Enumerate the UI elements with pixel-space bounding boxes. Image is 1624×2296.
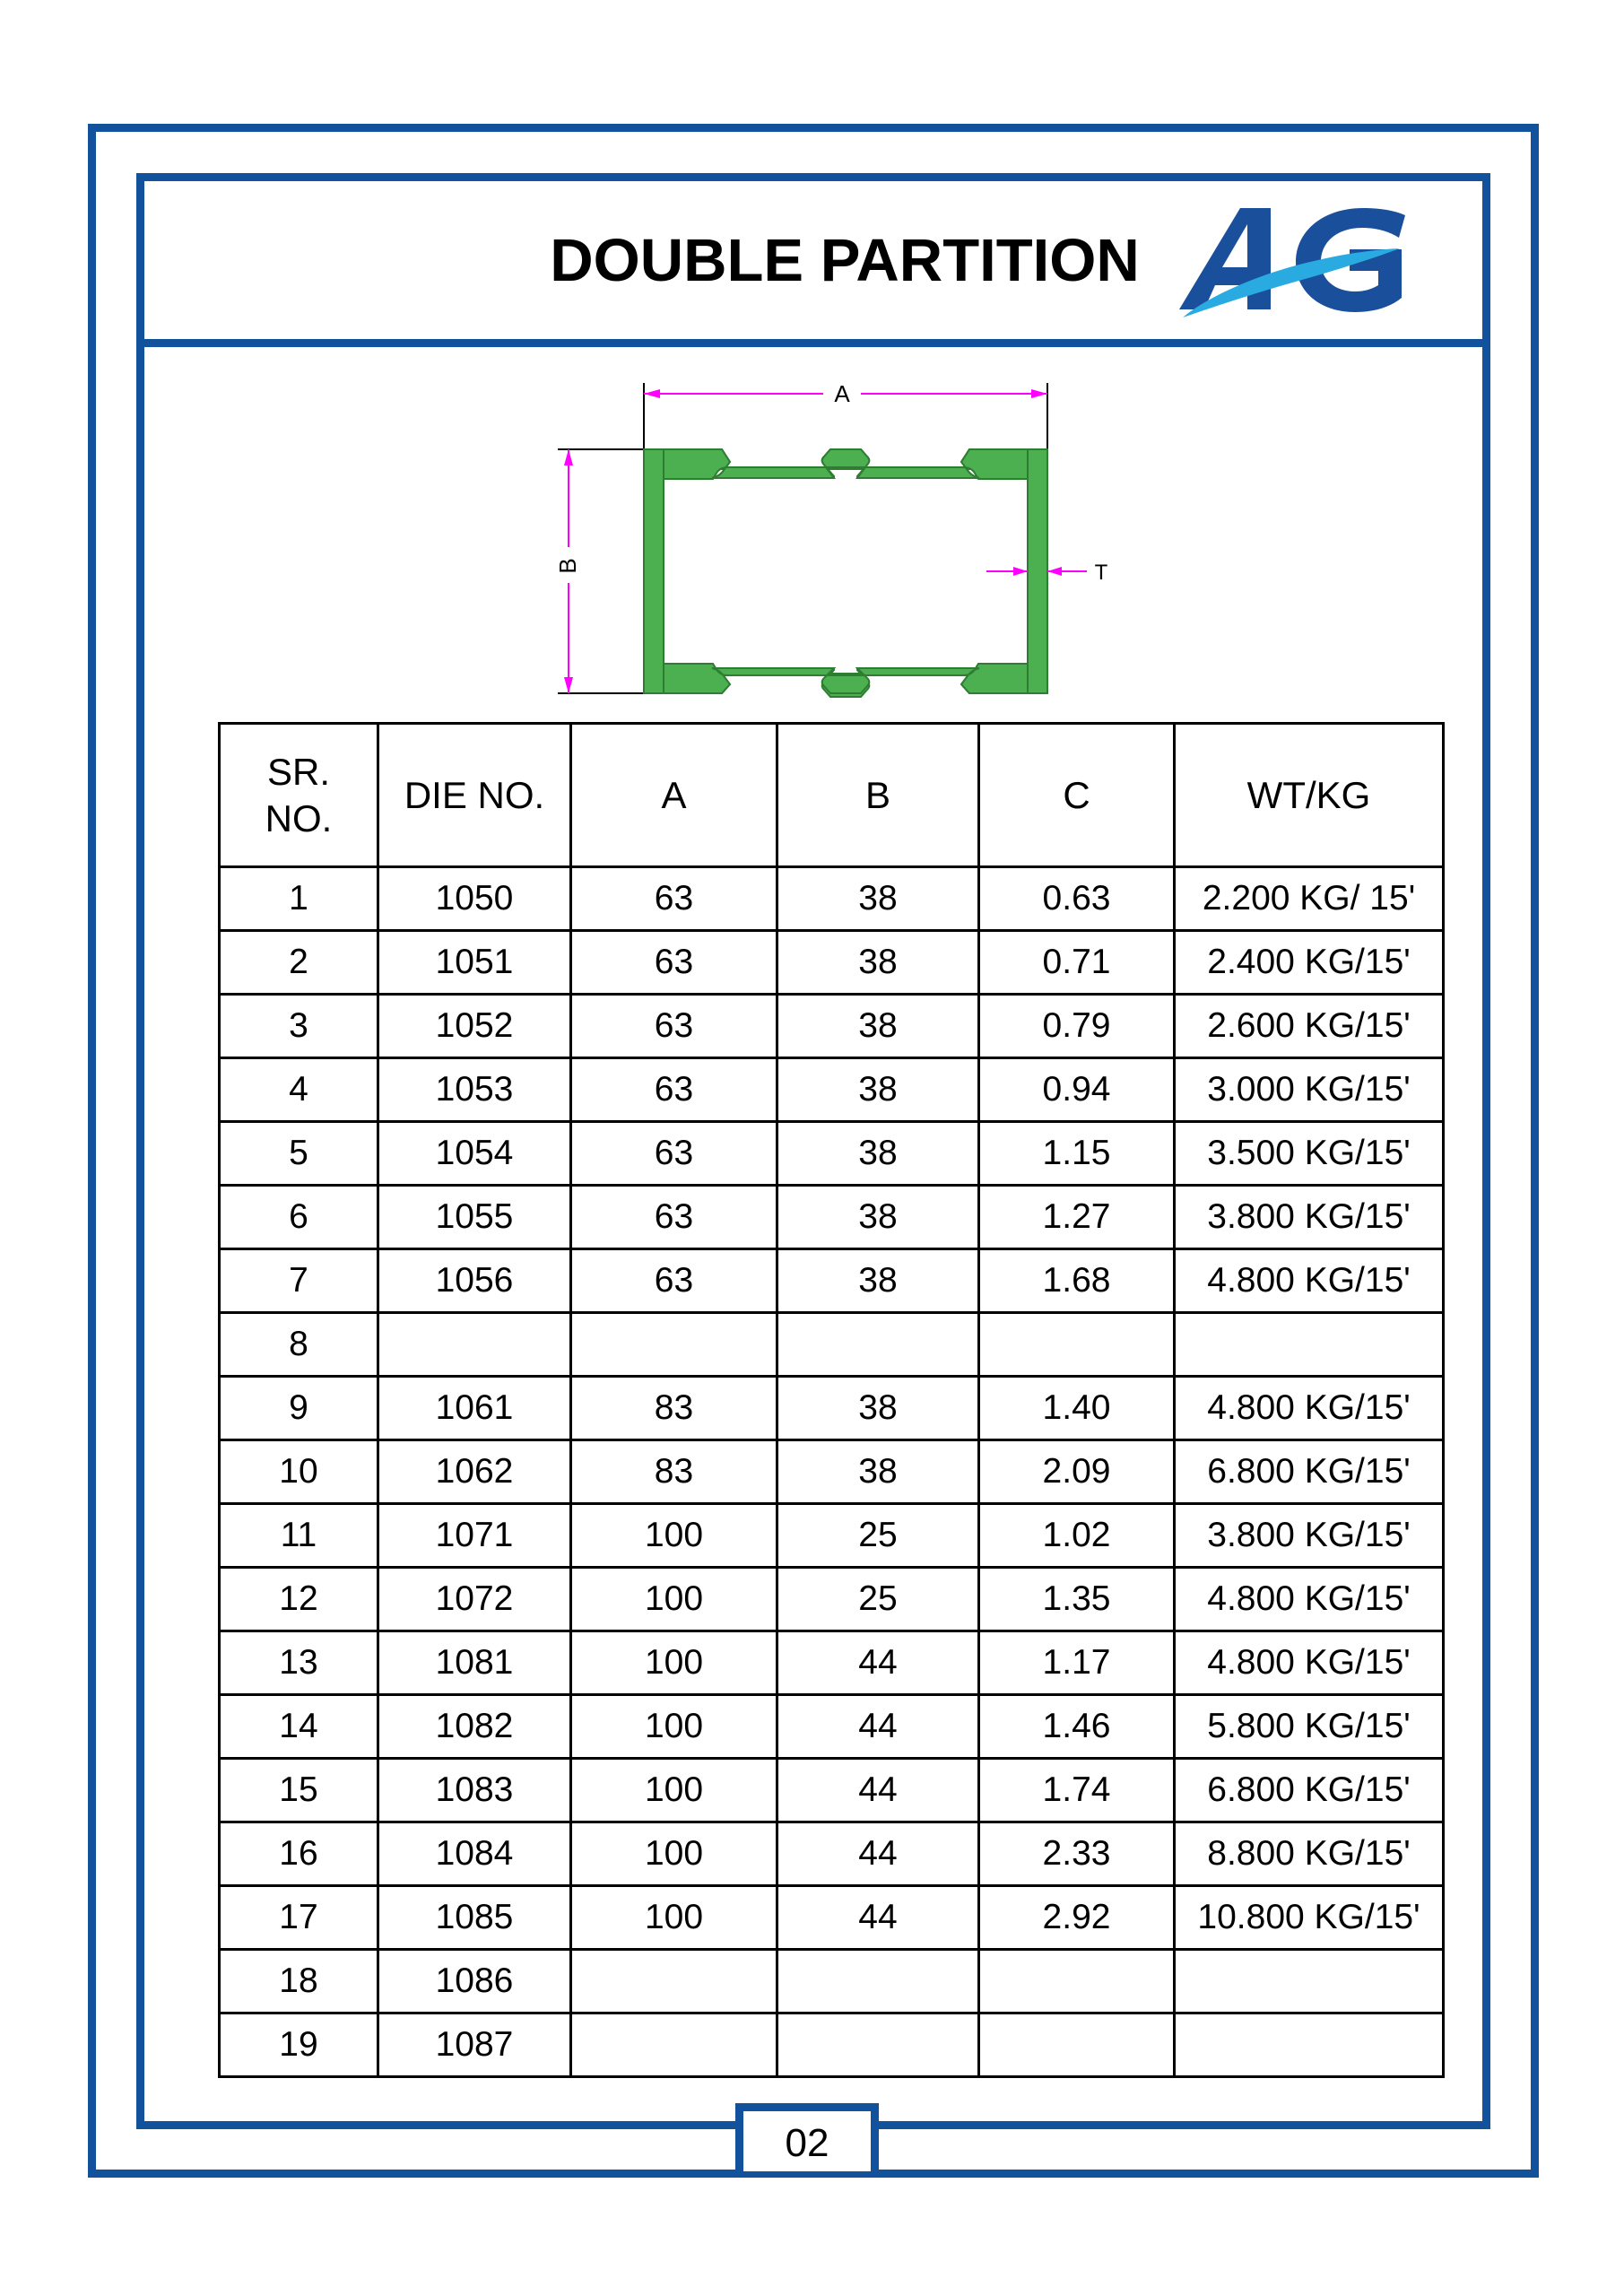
table-header-row [220,724,1444,867]
cell-sr-no: 10 [220,1440,378,1504]
cell-sr-no: 3 [220,995,378,1058]
column-header-die-no: DIE NO. [378,724,571,867]
cell-wt-kg [1175,2013,1444,2077]
cell-b: 38 [777,931,979,995]
cell-sr-no: 11 [220,1504,378,1568]
cell-c: 1.74 [979,1759,1175,1822]
cell-wt-kg: 2.200 KG/ 15' [1175,867,1444,931]
cell-a: 100 [571,1822,777,1886]
cell-b: 38 [777,1249,979,1313]
cell-c: 1.27 [979,1186,1175,1249]
cell-sr-no: 16 [220,1822,378,1886]
cell-die-no: 1053 [378,1058,571,1122]
table-row [220,2013,1444,2077]
cell-sr-no: 19 [220,2013,378,2077]
cell-a: 63 [571,867,777,931]
cell-c: 1.35 [979,1568,1175,1631]
column-header-b: B [777,724,979,867]
cell-sr-no: 5 [220,1122,378,1186]
cell-c: 1.68 [979,1249,1175,1313]
cell-b: 38 [777,1058,979,1122]
cell-a: 63 [571,1122,777,1186]
cell-die-no: 1083 [378,1759,571,1822]
table-row [220,1822,1444,1886]
specification-table [218,722,1445,2078]
profile-cross-section-drawing [538,363,1166,722]
cell-wt-kg: 6.800 KG/15' [1175,1440,1444,1504]
cell-die-no: 1054 [378,1122,571,1186]
table-row [220,1377,1444,1440]
table-row [220,1440,1444,1504]
cell-b: 38 [777,1377,979,1440]
cell-wt-kg: 4.800 KG/15' [1175,1568,1444,1631]
cell-b [777,2013,979,2077]
cell-wt-kg [1175,1950,1444,2013]
cell-c: 2.09 [979,1440,1175,1504]
sr-no-line-2: NO. [265,796,333,839]
cell-sr-no: 17 [220,1886,378,1950]
cell-a: 100 [571,1504,777,1568]
cell-die-no: 1084 [378,1822,571,1886]
cell-die-no: 1055 [378,1186,571,1249]
table-body [220,867,1444,2077]
cell-c [979,1313,1175,1377]
cell-a [571,1313,777,1377]
cell-c: 2.33 [979,1822,1175,1886]
cell-b: 44 [777,1822,979,1886]
cell-c: 0.79 [979,995,1175,1058]
cell-die-no: 1051 [378,931,571,995]
cell-a [571,2013,777,2077]
cell-die-no: 1071 [378,1504,571,1568]
cell-wt-kg: 3.800 KG/15' [1175,1504,1444,1568]
cell-die-no: 1050 [378,867,571,931]
cell-die-no: 1056 [378,1249,571,1313]
cell-b: 44 [777,1886,979,1950]
cell-c: 1.40 [979,1377,1175,1440]
table-row [220,931,1444,995]
table-row [220,1950,1444,2013]
cell-b: 44 [777,1631,979,1695]
table-row [220,867,1444,931]
cell-c: 1.15 [979,1122,1175,1186]
column-header-c: C [979,724,1175,867]
cell-sr-no: 7 [220,1249,378,1313]
table-row [220,1186,1444,1249]
cell-die-no: 1072 [378,1568,571,1631]
cell-die-no: 1087 [378,2013,571,2077]
cell-wt-kg [1175,1313,1444,1377]
cell-die-no: 1082 [378,1695,571,1759]
cell-a: 100 [571,1568,777,1631]
cell-a: 83 [571,1440,777,1504]
svg-text:T: T [1094,561,1108,585]
cell-sr-no: 2 [220,931,378,995]
cell-wt-kg: 10.800 KG/15' [1175,1886,1444,1950]
cell-c: 2.92 [979,1886,1175,1950]
table-row [220,1122,1444,1186]
cell-die-no: 1062 [378,1440,571,1504]
cell-a [571,1950,777,2013]
cell-b: 38 [777,867,979,931]
cell-wt-kg: 8.800 KG/15' [1175,1822,1444,1886]
cell-die-no: 1086 [378,1950,571,2013]
table-row [220,1568,1444,1631]
cell-die-no: 1081 [378,1631,571,1695]
cell-die-no: 1085 [378,1886,571,1950]
cell-sr-no: 9 [220,1377,378,1440]
table-row [220,1058,1444,1122]
table-row [220,1759,1444,1822]
cell-die-no: 1052 [378,995,571,1058]
cell-b: 38 [777,1186,979,1249]
cell-sr-no: 15 [220,1759,378,1822]
cell-wt-kg: 4.800 KG/15' [1175,1249,1444,1313]
cell-b: 38 [777,995,979,1058]
cell-a: 63 [571,1058,777,1122]
cell-a: 100 [571,1759,777,1822]
cell-sr-no: 13 [220,1631,378,1695]
table-row [220,1886,1444,1950]
cell-c: 0.94 [979,1058,1175,1122]
cell-a: 63 [571,995,777,1058]
cell-b [777,1950,979,2013]
cell-b [777,1313,979,1377]
cell-c: 0.63 [979,867,1175,931]
page-number: 02 [785,2120,829,2165]
cell-a: 100 [571,1631,777,1695]
cell-a: 63 [571,931,777,995]
cell-c: 1.46 [979,1695,1175,1759]
cell-sr-no: 4 [220,1058,378,1122]
sr-no-line-1: SR. [266,751,330,794]
table-row [220,1313,1444,1377]
table-row [220,1695,1444,1759]
cell-b: 25 [777,1504,979,1568]
cell-a: 63 [571,1186,777,1249]
column-header-sr-no [220,724,378,867]
cell-wt-kg: 5.800 KG/15' [1175,1695,1444,1759]
table-row [220,995,1444,1058]
cell-sr-no: 12 [220,1568,378,1631]
table-row [220,1631,1444,1695]
cell-b: 44 [777,1759,979,1822]
cell-wt-kg: 2.400 KG/15' [1175,931,1444,995]
cell-wt-kg: 2.600 KG/15' [1175,995,1444,1058]
cell-sr-no: 8 [220,1313,378,1377]
cell-wt-kg: 4.800 KG/15' [1175,1377,1444,1440]
page-title: DOUBLE PARTITION [550,226,1140,294]
cell-b: 38 [777,1122,979,1186]
svg-text:B: B [554,558,581,574]
table-row [220,1249,1444,1313]
cell-die-no: 1061 [378,1377,571,1440]
cell-wt-kg: 6.800 KG/15' [1175,1759,1444,1822]
column-header-a: A [571,724,777,867]
cell-wt-kg: 3.800 KG/15' [1175,1186,1444,1249]
cell-sr-no: 14 [220,1695,378,1759]
cell-wt-kg: 3.500 KG/15' [1175,1122,1444,1186]
cell-sr-no: 6 [220,1186,378,1249]
cell-wt-kg: 3.000 KG/15' [1175,1058,1444,1122]
cell-a: 100 [571,1886,777,1950]
title-bar [144,181,1482,347]
cell-sr-no: 1 [220,867,378,931]
cell-c: 1.17 [979,1631,1175,1695]
cell-a: 100 [571,1695,777,1759]
page-number-tab [735,2103,879,2171]
cell-c [979,1950,1175,2013]
cell-sr-no: 18 [220,1950,378,2013]
cell-c: 0.71 [979,931,1175,995]
cell-die-no [378,1313,571,1377]
svg-text:A: A [834,380,850,407]
column-header-wt-kg: WT/KG [1175,724,1444,867]
ag-company-logo [1170,197,1412,332]
cell-b: 44 [777,1695,979,1759]
cell-b: 25 [777,1568,979,1631]
cell-c: 1.02 [979,1504,1175,1568]
table-row [220,1504,1444,1568]
cell-a: 63 [571,1249,777,1313]
cell-wt-kg: 4.800 KG/15' [1175,1631,1444,1695]
cell-a: 83 [571,1377,777,1440]
cell-c [979,2013,1175,2077]
cell-b: 38 [777,1440,979,1504]
